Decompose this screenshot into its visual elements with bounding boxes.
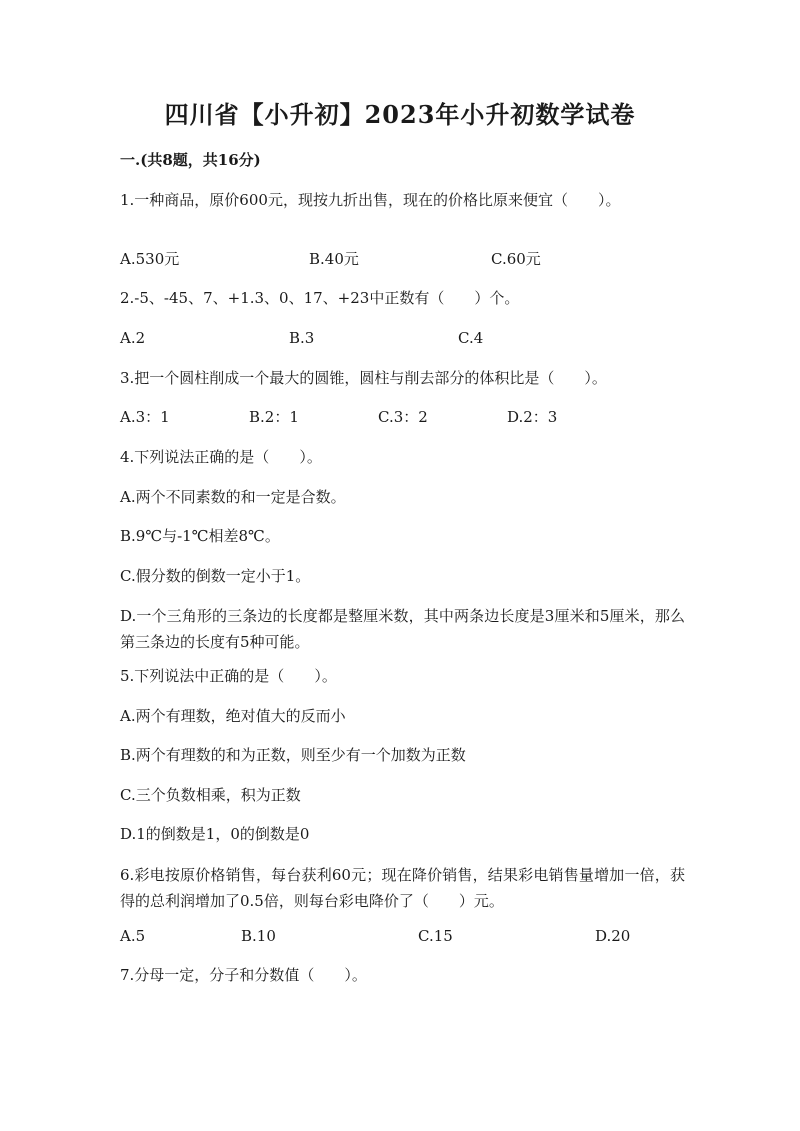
question-4-option-d: D.一个三角形的三条边的长度都是整厘米数，其中两条边长度是3厘米和5厘米，那么第三条边的长度有5种可能。 (120, 607, 685, 651)
question-3-option-d: D.2：3 (507, 408, 558, 426)
question-6-stem: 6.彩电按原价格销售，每台获利60元；现在降价销售，结果彩电销售量增加一倍，获得的总利润增加了0.5倍，则每台彩电降价了（ ）元。 (120, 866, 685, 910)
question-2-option-a: A.2 (120, 329, 146, 347)
question-7-stem: 7.分母一定，分子和分数值（ ）。 (120, 966, 367, 984)
question-6-option-b: B.10 (241, 927, 276, 945)
question-4-option-a: A.两个不同素数的和一定是合数。 (120, 488, 346, 506)
question-5-option-a: A.两个有理数，绝对值大的反而小 (120, 707, 346, 725)
question-3-option-c: C.3：2 (378, 408, 428, 426)
question-4-option-b: B.9℃与-1℃相差8℃。 (120, 527, 280, 545)
question-1-option-a: A.530元 (120, 250, 180, 268)
question-1-stem: 1.一种商品，原价600元，现按九折出售，现在的价格比原来便宜（ ）。 (120, 191, 621, 209)
question-1-option-c: C.60元 (491, 250, 541, 268)
question-5-stem: 5.下列说法中正确的是（ ）。 (120, 667, 337, 685)
page-title: 四川省【小升初】2023年小升初数学试卷 (164, 100, 636, 129)
question-3-option-a: A.3：1 (120, 408, 170, 426)
question-2-option-c: C.4 (458, 329, 484, 347)
question-2-stem: 2.-5、-45、7、+1.3、0、17、+23中正数有（ ）个。 (120, 289, 520, 307)
question-1-option-b: B.40元 (309, 250, 359, 268)
section-heading: 一.(共8题，共16分) (120, 151, 261, 169)
question-5-option-b: B.两个有理数的和为正数，则至少有一个加数为正数 (120, 746, 466, 764)
question-2-option-b: B.3 (289, 329, 315, 347)
question-6-option-d: D.20 (595, 927, 631, 945)
question-6-option-c: C.15 (418, 927, 453, 945)
question-4-option-c: C.假分数的倒数一定小于1。 (120, 567, 311, 585)
question-6-option-a: A.5 (120, 927, 146, 945)
question-4-stem: 4.下列说法正确的是（ ）。 (120, 448, 322, 466)
question-5-option-d: D.1的倒数是1，0的倒数是0 (120, 825, 310, 843)
question-3-stem: 3.把一个圆柱削成一个最大的圆锥，圆柱与削去部分的体积比是（ ）。 (120, 369, 607, 387)
question-5-option-c: C.三个负数相乘，积为正数 (120, 786, 301, 804)
question-3-option-b: B.2：1 (249, 408, 299, 426)
